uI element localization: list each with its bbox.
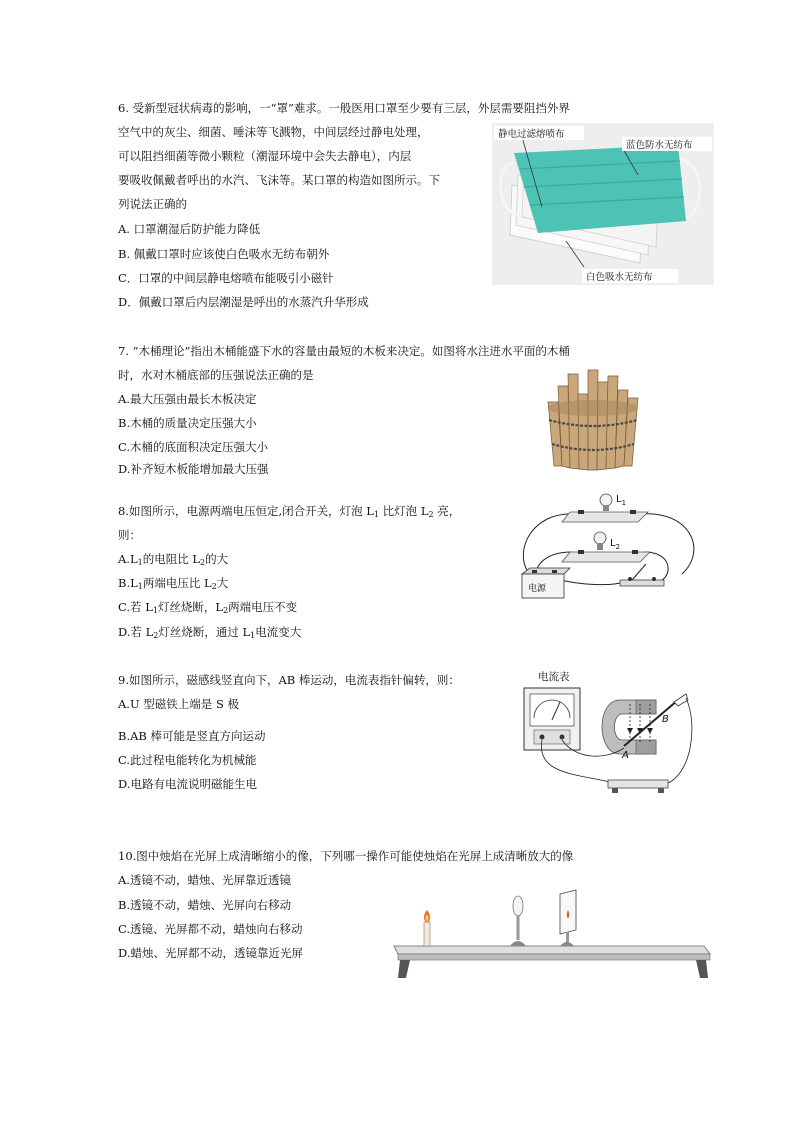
- mask-label-middle: 静电过滤熔喷布: [498, 129, 565, 140]
- q8-line-2: 则：: [118, 528, 141, 542]
- optical-bench-figure: [390, 888, 716, 980]
- q6-option-c: C．口罩的中间层静电熔喷布能吸引小磁针: [118, 271, 334, 285]
- q8-line-1: 8.如图所示，电源两端电压恒定,闭合开关，灯泡 $L_1$ 比灯泡 $L_2$ 亮，: [118, 504, 461, 519]
- q8-option-b: $B.L_1$两端电压比 $L_2$大: [118, 576, 229, 591]
- q7-option-b: B.木桶的质量决定压强大小: [118, 416, 257, 430]
- mask-label-inner: 白色吸水无纺布: [586, 272, 653, 283]
- mask-label-outer: 蓝色防水无纺布: [626, 140, 693, 151]
- q9-line-1: 9.如图所示，磁感线竖直向下，AB 棒运动，电流表指针偏转，则：: [118, 673, 460, 687]
- q7-line-2: 时，水对木桶底部的压强说法正确的是: [118, 368, 314, 382]
- q6-line-1: 6. 受新型冠状病毒的影响，一“罩”难求。一般医用口罩至少要有三层，外层需要阻挡外界: [118, 101, 570, 115]
- q9-option-d: D.电路有电流说明磁能生电: [118, 777, 257, 791]
- q6-line-4: 要吸收佩戴者呼出的水汽、飞沫等。某口罩的构造如图所示。下: [118, 173, 440, 187]
- q10-option-a: A.透镜不动，蜡烛、光屏靠近透镜: [118, 873, 291, 887]
- q7-line-1: 7. “木桶理论”指出木桶能盛下水的容量由最短的木板来决定。如图将水注进水平面的木桶: [118, 344, 570, 358]
- q10-option-c: C.透镜、光屏都不动，蜡烛向右移动: [118, 922, 303, 936]
- q8-option-a: $A.L_1$的电阻比 $L_2$的大: [118, 552, 229, 567]
- q7-option-a: A.最大压强由最长木板决定: [118, 392, 257, 406]
- electromagnetic-figure: [516, 664, 700, 798]
- q9-option-b: B.AB 棒可能是竖直方向运动: [118, 729, 266, 743]
- circuit-label-l1: $L_1$: [616, 494, 627, 507]
- q6-option-b: B. 佩戴口罩时应该使白色吸水无纺布朝外: [118, 247, 330, 261]
- q6-option-a: A. 口罩潮湿后防护能力降低: [118, 222, 261, 236]
- rod-label-a: A: [622, 750, 629, 761]
- q6-line-5: 列说法正确的: [118, 197, 187, 211]
- q10-option-b: B.透镜不动，蜡烛、光屏向右移动: [118, 898, 292, 912]
- q6-line-2: 空气中的灰尘、细菌、唾沫等飞溅物，中间层经过静电处理，: [118, 125, 429, 139]
- q7-option-c: C.木桶的底面积决定压强大小: [118, 440, 269, 454]
- q6-line-3: 可以阻挡细菌等微小颗粒（潮湿环境中会失去静电），内层: [118, 149, 412, 163]
- wooden-bucket-figure: [542, 368, 644, 472]
- q9-option-a: A.U 型磁铁上端是 S 极: [118, 697, 239, 711]
- q10-option-d: D.蜡烛、光屏都不动，透镜靠近光屏: [118, 946, 303, 960]
- q9-option-c: C.此过程电能转化为机械能: [118, 753, 257, 767]
- q10-line-1: 10.图中烛焰在光屏上成清晰缩小的像，下列哪一操作可能使烛焰在光屏上成清晰放大的像: [118, 849, 574, 863]
- q7-option-d: D.补齐短木板能增加最大压强: [118, 462, 269, 476]
- circuit-label-source: 电源: [528, 584, 547, 594]
- q8-option-d: D.若 $L_2$灯丝烧断，通过 $L_1$电流变大: [118, 625, 302, 640]
- rod-label-b: B: [662, 714, 669, 725]
- q8-option-c: C.若 $L_1$灯丝烧断，$L_2$两端电压不变: [118, 600, 298, 615]
- circuit-label-l2: $L_2$: [610, 538, 621, 551]
- mask-figure: [492, 123, 714, 285]
- meter-label: 电流表: [538, 671, 570, 683]
- q6-option-d: D．佩戴口罩后内层潮湿是呼出的水蒸汽升华形成: [118, 295, 369, 309]
- circuit-figure: [512, 490, 708, 606]
